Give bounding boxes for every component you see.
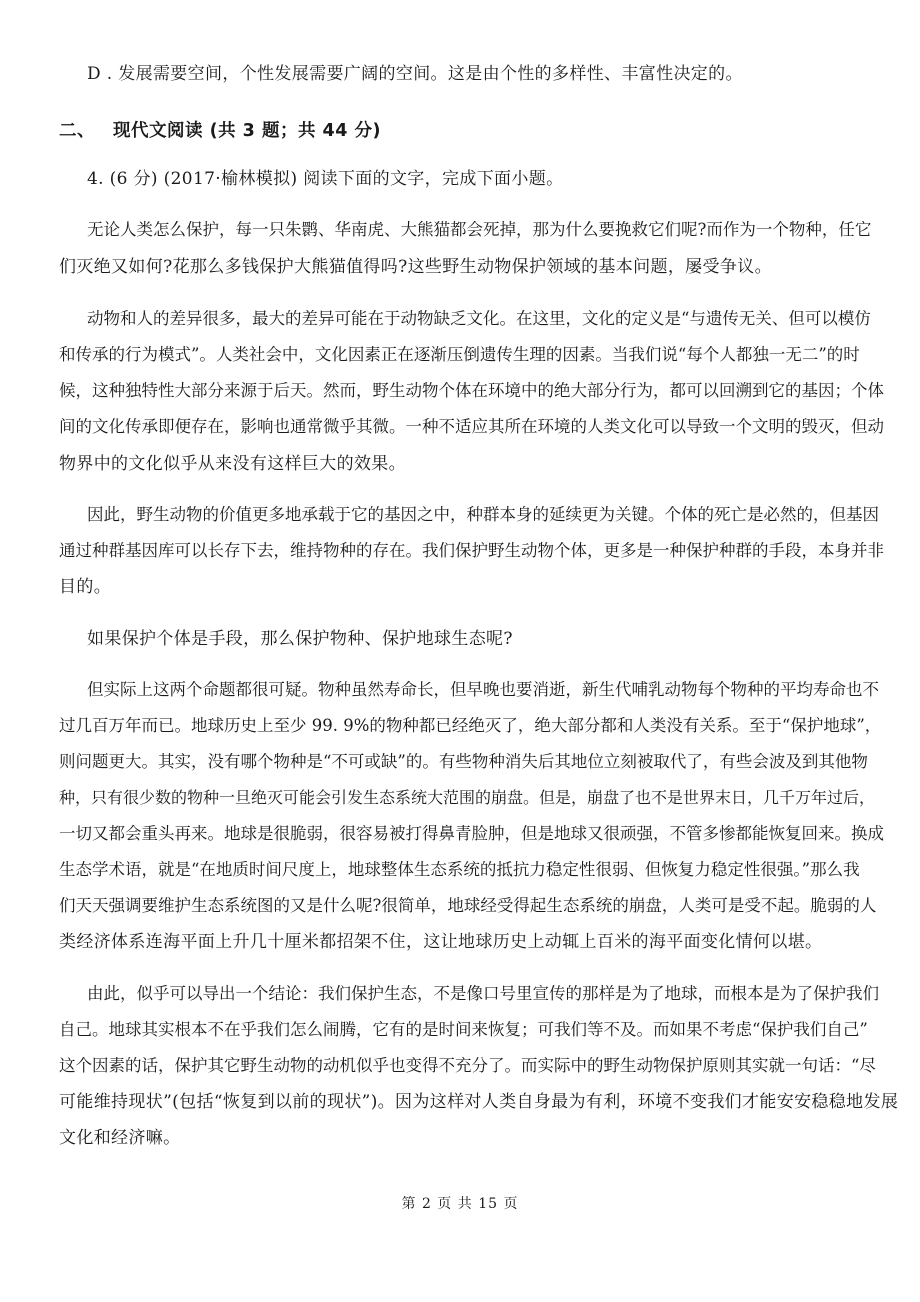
paragraph-line: 目的。 — [59, 577, 112, 597]
paragraph-line: 们灭绝又如何?花那么多钱保护大熊猫值得吗?这些野生动物保护领域的基本问题，屡受争议。 — [59, 257, 772, 277]
paragraph-line: 们天天强调要维护生态系统图的又是什么呢?很简单，地球经受得起生态系统的崩盘，人类可是受不起。脆弱的人 — [59, 896, 877, 915]
paragraph-line: 物界中的文化似乎从来没有这样巨大的效果。 — [59, 454, 406, 474]
paragraph-line: 文化和经济嘛。 — [59, 1128, 181, 1148]
page-footer: 第 2 页 共 15 页 — [401, 1196, 519, 1212]
paragraph-line: 过几百万年而已。地球历史上至少 99. 9%的物种都已经绝灭了，绝大部分都和人类没有关系。至于“保护地球”， — [59, 716, 882, 735]
paragraph-line: 但实际上这两个命题都很可疑。物种虽然寿命长，但早晚也要消逝，新生代哺乳动物每个物种的平均寿命也不 — [87, 680, 879, 699]
option-d: D . 发展需要空间，个性发展需要广阔的空间。这是由个性的多样性、丰富性决定的。 — [87, 64, 743, 84]
paragraph-line: 和传承的行为模式”。人类社会中，文化因素正在逐渐压倒遗传生理的因素。当我们说“每个人都独一无二”的时 — [59, 345, 860, 364]
paragraph-line: 生态学术语，就是“在地质时间尺度上，地球整体生态系统的抵抗力稳定性很弱、但恢复力稳定性很强。”那么我 — [59, 860, 860, 879]
paragraph-line: 通过种群基因库可以长存下去，维持物种的存在。我们保护野生动物个体，更多是一种保护种群的手段，本身并非 — [59, 541, 884, 560]
question-stem: 4. (6 分) (2017·榆林模拟) 阅读下面的文字，完成下面小题。 — [87, 169, 564, 189]
paragraph-line: 无论人类怎么保护，每一只朱鹮、华南虎、大熊猫都会死掉，那为什么要挽救它们呢?而作为一个物种，任它 — [87, 220, 872, 239]
paragraph-line: 可能维持现状”(包括“恢复到以前的现状”)。因为这样对人类自身最为有利，环境不变我们才能安安稳稳地发展 — [59, 1092, 899, 1112]
paragraph-line: 自己。地球其实根本不在乎我们怎么闹腾，它有的是时间来恢复；可我们等不及。而如果不考虑“保护我们自己” — [59, 1020, 868, 1039]
paragraph-line: 因此，野生动物的价值更多地承载于它的基因之中，种群本身的延续更为关键。个体的死亡是必然的，但基因 — [87, 505, 879, 524]
paragraph-line: 动物和人的差异很多，最大的差异可能在于动物缺乏文化。在这里，文化的定义是“与遗传无关、但可以模仿 — [87, 309, 871, 328]
paragraph-line: 候，这种独特性大部分来源于后天。然而，野生动物个体在环境中的绝大部分行为，都可以回溯到它的基因；个体 — [59, 381, 884, 400]
paragraph-line: 种，只有很少数的物种一旦绝灭可能会引发生态系统大范围的崩盘。但是，崩盘了也不是世界末日，几千万年过后， — [59, 788, 876, 807]
paragraph-line: 间的文化传承即便存在，影响也通常微乎其微。一种不适应其所在环境的人类文化可以导致一个文明的毁灭，但动 — [59, 417, 884, 436]
paragraph-line: 则问题更大。其实，没有哪个物种是“不可或缺”的。有些物种消失后其地位立刻被取代了，有些会波及到其他物 — [59, 752, 868, 771]
section-title: 现代文阅读 (共 3 题；共 44 分) — [113, 121, 381, 141]
section-heading — [59, 117, 381, 142]
section-number: 二、 — [59, 121, 95, 141]
paragraph-line: 这个因素的话，保护其它野生动物的动机似乎也变得不充分了。而实际中的野生动物保护原则其实就一句话：“尽 — [59, 1056, 876, 1075]
paragraph-line: 如果保护个体是手段，那么保护物种、保护地球生态呢? — [87, 629, 513, 649]
paragraph-line: 类经济体系连海平面上升几十厘米都招架不住，这让地球历史上动辄上百米的海平面变化情何以堪。 — [59, 932, 823, 952]
paragraph-line: 一切又都会重头再来。地球是很脆弱，很容易被打得鼻青脸肿，但是地球又很顽强，不管多惨都能恢复回来。换成 — [59, 824, 884, 843]
paragraph-line: 由此，似乎可以导出一个结论：我们保护生态，不是像口号里宣传的那样是为了地球，而根本是为了保护我们 — [87, 984, 879, 1003]
